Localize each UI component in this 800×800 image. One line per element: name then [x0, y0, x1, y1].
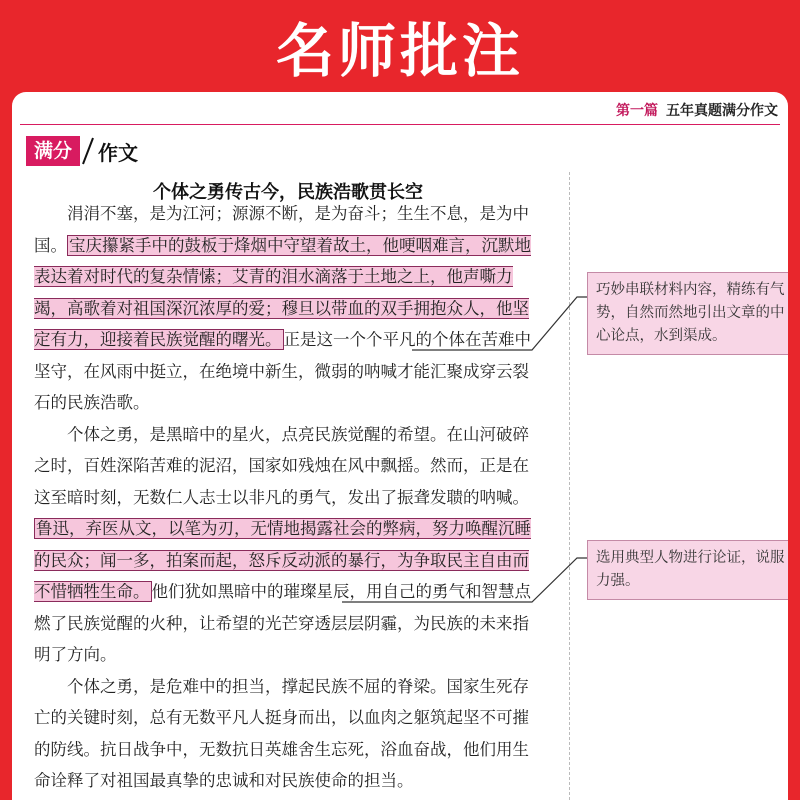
annotation-note-1: 巧妙串联材料内容，精练有气势，自然而然地引出文章的中心论点，水到渠成。: [587, 272, 788, 355]
section-label: [26, 136, 138, 166]
paragraph-text: 他们犹如黑暗中的璀璨星辰，用自己的勇气和智慧点燃了民族觉醒的火种，让希望的光芒穿透层层阴霾，为民族的未来指明了方向。: [34, 582, 531, 664]
paragraph-text: 涓涓不塞，是为江河；源源不断，是为奋斗；生生不息，是为中国。: [34, 204, 529, 255]
paragraph-text: 个体之勇，是黑暗中的星火，点亮民族觉醒的希望。在山河破碎之时，百姓深陷苦难的泥沼，国家如残烛在风中飘摇。然而，正是在这至暗时刻，无数仁人志士以非凡的勇气，发出了振聋发聩的呐喊。: [34, 424, 529, 507]
margin-divider: [569, 172, 570, 800]
chapter-label: 第一篇: [616, 103, 658, 119]
running-head: [616, 100, 778, 120]
paragraph-3: 个体之勇，是危难中的担当，撑起民族不屈的脊梁。国家生死存亡的关键时刻，总有无数平凡人挺身而出，以血肉之躯筑起坚不可摧的防线。抗日战争中，无数抗日英雄舍生忘死，浴血奋战，他们用生命诠释了对祖国最真挚的忠诚和对民族使命的担当。: [34, 676, 529, 790]
book-page: [12, 92, 788, 800]
slash-icon: [80, 136, 96, 166]
paragraph-2: [34, 419, 542, 671]
highlighted-passage-1: 宝庆攥紧手中的鼓板于烽烟中守望着故土，他哽咽难言，沉默地表达着对时代的复杂情愫；艾青的泪水滴落于土地之上，他声嘶力竭，高歌着对祖国深沉浓厚的爱；穆旦以带血的双手拥抱众人，他坚定有力，迎接着民族觉醒的曙光。: [34, 235, 531, 349]
banner-title: 名师批注: [275, 17, 524, 85]
essay-body: [34, 198, 542, 797]
paragraph-text: 正是这一个个平凡的个体在苦难中坚守，在风雨中挺立，在绝境中新生，微弱的呐喊才能汇聚成穿云裂石的民族浩歌。: [34, 330, 531, 412]
top-banner: [0, 0, 800, 92]
essay-title: 个体之勇传古今，民族浩歌贯长空: [153, 182, 423, 203]
header-rule: [20, 124, 780, 125]
highlighted-passage-2: 鲁迅，弃医从文，以笔为刃，无情地揭露社会的弊病，努力唤醒沉睡的民众；闻一多，拍案而起，怒斥反动派的暴行，为争取民主自由而不惜牺牲生命。: [34, 519, 531, 601]
annotation-note-2: 选用典型人物进行论证，说服力强。: [587, 540, 788, 600]
paragraph-1: [34, 198, 542, 419]
section-word: 作文: [98, 140, 139, 165]
section-tag: 满分: [26, 136, 80, 166]
book-title: 五年真题满分作文: [666, 103, 778, 119]
